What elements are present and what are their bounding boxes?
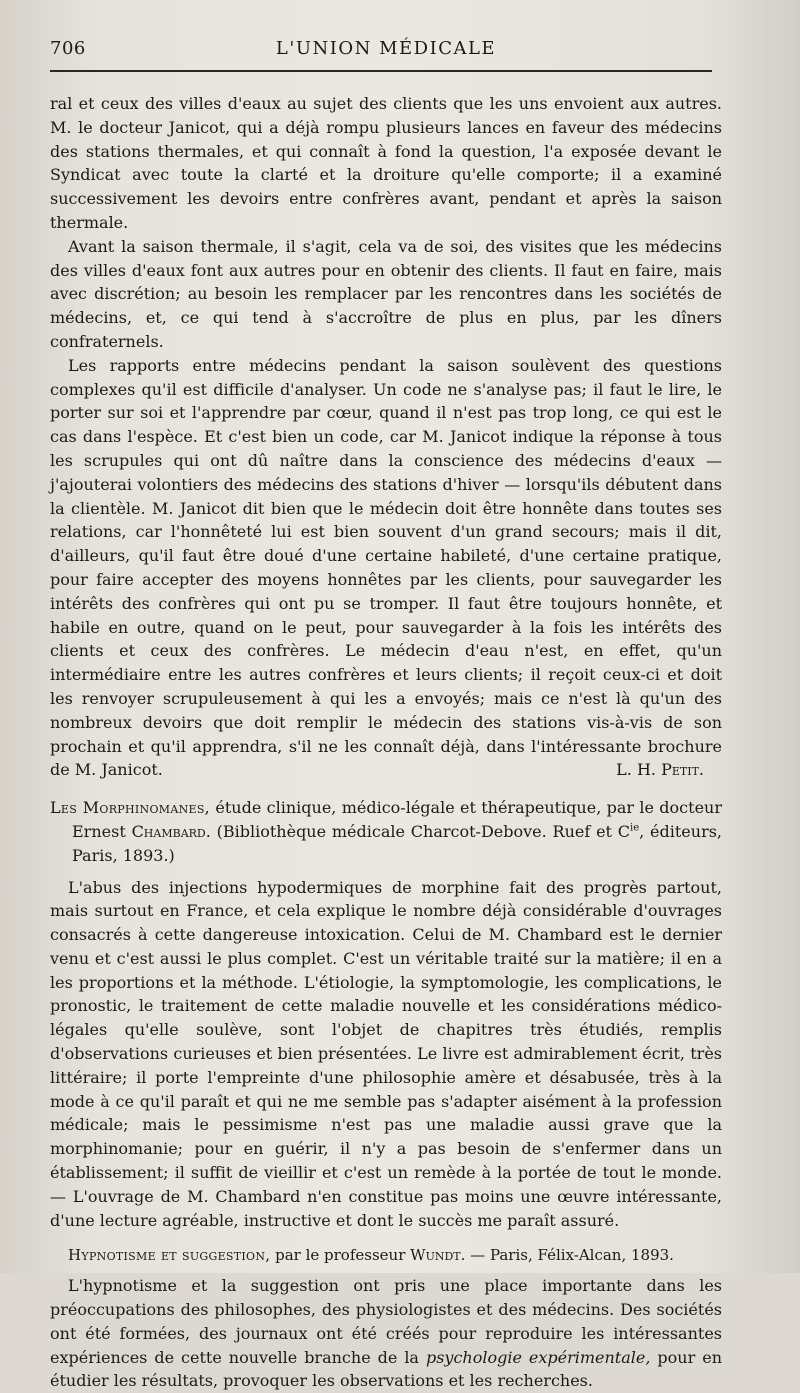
review-heading [50,1244,722,1268]
heading-text: — Paris, Félix-Alcan, 1893. [465,1246,674,1265]
heading-text: (Bibliothèque médicale Charcot-Debove. Ruef et C [210,821,631,841]
page-header [50,38,722,64]
header-rule [50,70,712,72]
paragraph: Avant la saison thermale, il s'agit, cela va de soi, des visites que les médecins des villes d'eaux font aux autres pour en obtenir des clients. Il faut en faire, mais avec discrétion; au besoin les remplacer par les rencontres dans les sociétés de médecins, et, ce qui tend à s'accroître de plus en plus, par les dîners confraternels. [50,236,722,351]
running-title: L'UNION MÉDICALE [275,38,497,59]
paragraph-text: pour en étudier les résultats, provoquer les observations et les recherches. [50,1347,722,1391]
book-author: Wundt. [410,1246,466,1265]
heading-text: étude clinique, médico-légale et thérapeutique, par le docteur Ernest [72,798,722,841]
paragraph [50,354,722,782]
page-number: 706 [50,38,86,59]
page-body [50,92,722,1393]
paragraph-text: L'hypnotisme et la suggestion ont pris une place importante dans les préoccupations des philosophes, des physiologistes et des médecins. Des sociétés ont été formées, des journaux ont été créés pour reproduire les intéressantes expériences de cette nouvelle branche de la [50,1276,722,1367]
review-heading [50,796,722,867]
book-title: Les Morphinomanes, [50,798,211,818]
paragraph [50,1274,722,1393]
heading-text: , éditeurs, Paris, 1893.) [72,821,723,865]
heading-text: par le professeur [270,1246,411,1265]
paragraph: L'abus des injections hypodermiques de morphine fait des progrès partout, mais surtout en France, et cela explique le nombre déjà considérable d'ouvrages consacrés à cette dangereuse intoxication. Celui de M. Chambard est le dernier venu et c'est aussi le plus complet. C'est un véritable traité sur la matière; il en a les proportions et la méthode. L'étiologie, la symptomologie, les complications, le pronostic, le traitement de cette maladie nouvelle et les considérations médico-légales qu'elle soulève, sont l'objet de chapitres très étudiés, remplis d'observations curieuses et bien présentées. Le livre est admirablement écrit, très littéraire; il porte l'empreinte d'une philosophie amère et désabusée, très à la mode à ce qu'il paraît et qui ne me semble pas s'adapter aisément à la profession médicale; mais le pessimisme n'est pas une maladie aussi grave que la morphinomanie; pour en guérir, il n'y a pas besoin de s'enfermer dans un établissement; il suffit de vieillir et c'est un remède à la portée de tout le monde. — L'ouvrage de M. Chambard n'en constitue pas moins une œuvre intéressante, d'une lecture agréable, instructive et dont le succès me paraît assuré. [50,877,722,1230]
superscript: ie [630,822,640,834]
author-signature: L. H. Petit. [616,760,704,780]
italic-phrase: psychologie expérimentale, [425,1347,651,1367]
book-author: Chambard. [131,821,211,841]
paragraph-text: Les rapports entre médecins pendant la saison soulèvent des questions complexes qu'il est difficile d'analyser. Un code ne s'analyse pas; il faut le lire, le porter sur soi et l'apprendre par cœur, quand il n'est pas trop long, ce qui est le cas dans l'espèce. Et c'est bien un code, car M. Janicot indique la réponse à tous les scrupules qui ont dû naître dans la conscience des médecins d'eaux — j'ajouterai volontiers des médecins des stations d'hiver — lorsqu'ils débutent dans la clientèle. M. Janicot dit bien que le médecin doit être honnête dans toutes ses relations, car l'honnêteté lui est bien souvent d'un grand secours; mais il dit, d'ailleurs, qu'il faut être doué d'une certaine habileté, d'une certaine pratique, pour faire accepter des moyens honnêtes par les clients, pour sauvegarder les intérêts des confrères qui ont pu se tromper. Il faut être toujours honnête, et habile en outre, quand on le peut, pour sauvegarder à la fois les intérêts des clients et ceux des confrères. Le médecin d'eau n'est, en effet, qu'un intermédiaire entre les autres confrères et leurs clients; il reçoit ceux-ci et doit les renvoyer scrupuleusement à qui les a envoyés; mais ce n'est là qu'un des nombreux devoirs que doit remplir le médecin des stations vis-à-vis de son prochain et qu'il apprendra, s'il ne les connaît déjà, dans l'intéressante brochure de M. Janicot. [50,355,722,780]
paragraph: ral et ceux des villes d'eaux au sujet des clients que les uns envoient aux autres. M. le docteur Janicot, qui a déjà rompu plusieurs lances en faveur des médecins des stations thermales, et qui connaît à fond la question, l'a exposée devant le Syndicat avec toute la clarté et la droiture qu'elle comporte; il a examiné successivement les devoirs entre confrères avant, pendant et après la saison thermale. [50,94,722,232]
book-title: Hypnotisme et suggestion, [68,1246,271,1265]
